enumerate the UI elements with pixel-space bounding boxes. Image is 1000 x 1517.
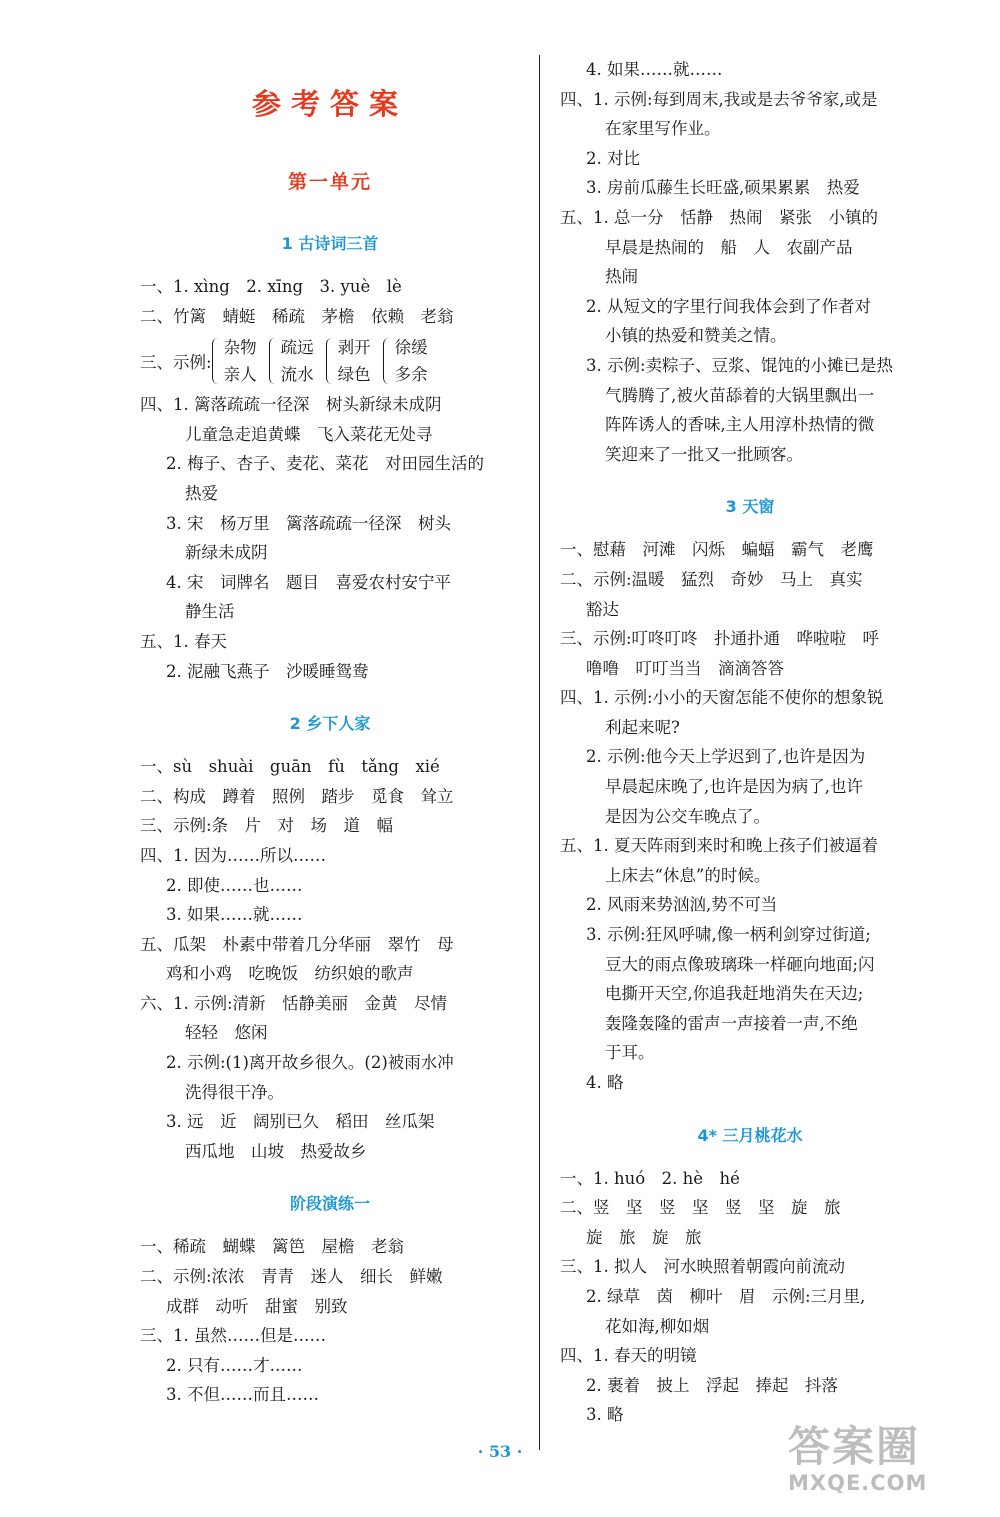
answer-line: 一、1. huó 2. hè hé <box>560 1168 740 1188</box>
answer-line: 电撕开天空,你追我赶地消失在天边; <box>605 984 864 1004</box>
answer-line: 二、示例:浓浓 青青 迷人 细长 鲜嫩 <box>140 1267 443 1287</box>
answer-line: 2. 裹着 披上 浮起 捧起 抖落 <box>586 1375 838 1395</box>
answer-line: 上床去“休息”的时候。 <box>605 865 771 885</box>
answer-line: 3. 示例:狂风呼啸,像一柄利剑穿过街道; <box>586 925 871 945</box>
answer-list <box>140 1232 520 1410</box>
answer-line: 在家里写作业。 <box>605 119 721 139</box>
answer-line: 2. 只有……才…… <box>166 1355 303 1375</box>
answer-line: 3. 示例:卖粽子、豆浆、馄饨的小摊已是热 <box>586 355 894 375</box>
answer-line: 3. 如果……就…… <box>166 905 303 925</box>
watermark-text: 答案圈 <box>788 1422 921 1471</box>
answer-line: 轻轻 悠闲 <box>185 1023 268 1043</box>
answer-line: 热爱 <box>185 483 218 503</box>
answer-line: 早晨是热闹的 船 人 农副产品 <box>605 237 853 257</box>
answer-line: 笑迎来了一批又一批顾客。 <box>605 444 803 464</box>
pair-word: 徐缓 <box>394 337 428 357</box>
word-pair <box>326 334 371 388</box>
answer-line: 三、1. 拟人 河水映照着朝霞向前流动 <box>560 1257 845 1277</box>
column-divider <box>539 55 540 1450</box>
answer-line: 四、1. 篱落疏疏一径深 树头新绿未成阴 <box>140 395 442 415</box>
answer-line: 小镇的热爱和赞美之情。 <box>605 326 787 346</box>
answer-line: 花如海,柳如烟 <box>605 1316 710 1336</box>
page-title: 参考答案 <box>251 87 408 121</box>
answer-line: 3. 远 近 阔别已久 稻田 丝瓜架 <box>166 1112 435 1132</box>
answer-line: 利起来呢? <box>605 717 680 737</box>
answer-line: 新绿未成阴 <box>185 543 268 563</box>
answer-line: 西瓜地 山坡 热爱故乡 <box>185 1141 367 1161</box>
answer-line: 五、1. 夏天阵雨到来时和晚上孩子们被逼着 <box>560 836 878 856</box>
answer-list <box>560 1164 940 1430</box>
answer-line: 2. 即使……也…… <box>166 875 303 895</box>
answer-line: 2. 绿草 茵 柳叶 眉 示例:三月里, <box>586 1286 866 1306</box>
answer-line: 二、构成 蹲着 照例 踏步 觅食 耸立 <box>140 786 454 806</box>
answer-list <box>140 390 520 686</box>
answer-line: 3. 略 <box>586 1405 624 1425</box>
answer-line: 三、示例:叮咚叮咚 扑通扑通 哗啦啦 呼 <box>560 629 880 649</box>
answer-line: 2. 风雨来势汹汹,势不可当 <box>586 895 778 915</box>
lesson-heading: 3 天窗 <box>725 497 775 517</box>
answer-line: 成群 动听 甜蜜 别致 <box>166 1296 348 1316</box>
answer-line: 四、1. 示例:每到周末,我或是去爷爷家,或是 <box>560 89 878 109</box>
answer-line: 4. 略 <box>586 1073 624 1092</box>
answer-line: 一、1. xìng 2. xīng 3. yuè lè <box>140 277 402 296</box>
answer-line: 三、1. 虽然……但是…… <box>140 1326 326 1346</box>
brace-icon <box>383 338 391 384</box>
answer-line: 2. 示例:(1)离开故乡很久。(2)被雨水冲 <box>166 1053 454 1073</box>
lesson-heading: 2 乡下人家 <box>289 714 371 734</box>
unit-heading: 第一单元 <box>287 171 372 193</box>
pair-word: 绿色 <box>337 364 371 384</box>
answer-line: 3. 不但……而且…… <box>166 1385 319 1405</box>
lesson-heading: 4* 三月桃花水 <box>697 1125 803 1145</box>
answer-line: 噜噜 叮叮当当 滴滴答答 <box>586 658 784 678</box>
answer-line: 静生活 <box>185 602 235 622</box>
brace-icon <box>269 338 277 384</box>
answer-line: 豆大的雨点像玻璃珠一样砸向地面;闪 <box>605 954 875 974</box>
answer-line: 六、1. 示例:清新 恬静美丽 金黄 尽情 <box>140 993 448 1013</box>
answer-line: 豁达 <box>586 599 619 619</box>
word-pair <box>383 334 428 388</box>
answer-line: 儿童急走追黄蝶 飞入菜花无处寻 <box>185 424 433 444</box>
answer-line: 3. 宋 杨万里 篱落疏疏一径深 树头 <box>166 513 451 533</box>
answer-line: 2. 对比 <box>586 148 640 168</box>
page-number: · 53 · <box>477 1442 523 1461</box>
answer-line: 洗得很干净。 <box>185 1082 284 1102</box>
answer-list <box>560 535 940 1097</box>
watermark-logo <box>788 1423 978 1503</box>
answer-line: 2. 示例:他今天上学迟到了,也许是因为 <box>586 747 866 767</box>
left-column <box>140 55 520 1410</box>
answer-line: 四、1. 春天的明镜 <box>560 1346 697 1366</box>
answer-line: 早晨起床晚了,也许是因为病了,也许 <box>605 777 863 797</box>
answer-list <box>560 55 940 469</box>
brace-icon <box>326 338 334 384</box>
answer-line: 一、sù shuài guān fù tǎng xié <box>140 757 440 777</box>
answer-line: 四、1. 示例:小小的天窗怎能不使你的想象锐 <box>560 688 884 708</box>
lesson-heading: 1 古诗词三首 <box>281 234 379 253</box>
answer-line: 4. 如果……就…… <box>586 60 723 79</box>
brace-icon <box>212 338 220 384</box>
right-column <box>560 55 940 1430</box>
answer-line: 2. 泥融飞燕子 沙暖睡鸳鸯 <box>166 661 369 681</box>
answer-line: 气腾腾了,被火苗舔着的大锅里飘出一 <box>605 385 875 405</box>
answer-line: 五、1. 总一分 恬静 热闹 紧张 小镇的 <box>560 207 878 227</box>
answer-line: 阵阵诱人的香味,主人用淳朴热情的微 <box>605 415 875 435</box>
answer-line: 热闹 <box>605 267 638 287</box>
word-pair-group <box>140 331 520 390</box>
pair-word: 流水 <box>280 364 314 384</box>
answer-list <box>140 752 520 1166</box>
answer-label: 三、示例: <box>140 352 212 372</box>
answer-line: 二、示例:温暖 猛烈 奇妙 马上 真实 <box>560 569 863 589</box>
answer-line: 旋 旅 旋 旅 <box>586 1227 702 1247</box>
answer-line: 鸡和小鸡 吃晚饭 纺织娘的歌声 <box>166 964 414 984</box>
answer-line: 一、慰藉 河滩 闪烁 蝙蝠 霸气 老鹰 <box>560 540 874 560</box>
answer-line: 二、竹篱 蜻蜓 稀疏 茅檐 依赖 老翁 <box>140 306 454 326</box>
answer-line: 四、1. 因为……所以…… <box>140 845 326 865</box>
answer-line: 于耳。 <box>605 1043 655 1063</box>
answer-line: 3. 房前瓜藤生长旺盛,硕果累累 热爱 <box>586 178 860 198</box>
pair-word: 杂物 <box>223 337 257 357</box>
answer-line: 二、竖 坚 竖 坚 竖 坚 旋 旅 <box>560 1198 841 1218</box>
pair-word: 剥开 <box>337 337 371 357</box>
word-pair <box>269 334 314 388</box>
answer-line: 五、1. 春天 <box>140 631 227 651</box>
answer-line: 轰隆轰隆的雷声一声接着一声,不绝 <box>605 1013 858 1033</box>
pair-word: 亲人 <box>223 364 257 384</box>
lesson-heading: 阶段演练一 <box>289 1194 370 1214</box>
answer-line: 4. 宋 词牌名 题目 喜爱农村安宁平 <box>166 572 451 592</box>
pair-word: 疏远 <box>280 337 314 357</box>
answer-line: 2. 梅子、杏子、麦花、菜花 对田园生活的 <box>166 454 484 474</box>
pair-word: 多余 <box>394 364 428 384</box>
answer-line: 三、示例:条 片 对 场 道 幅 <box>140 816 394 836</box>
answer-line: 2. 从短文的字里行间我体会到了作者对 <box>586 296 871 316</box>
word-pair <box>212 334 257 388</box>
answer-line: 一、稀疏 蝴蝶 篱笆 屋檐 老翁 <box>140 1237 404 1257</box>
watermark-url: MXQE.COM <box>788 1471 928 1495</box>
answer-line: 是因为公交车晚点了。 <box>605 806 770 826</box>
answer-line: 五、瓜架 朴素中带着几分华丽 翠竹 母 <box>140 934 454 954</box>
